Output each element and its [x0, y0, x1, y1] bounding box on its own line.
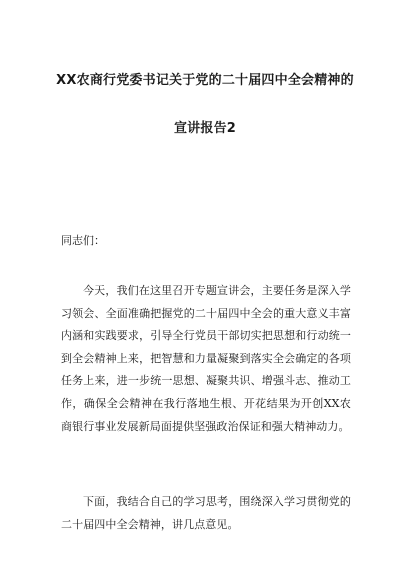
document-title-line-2: 宣讲报告2 [173, 121, 237, 136]
salutation: 同志们： [61, 234, 105, 247]
body-paragraph-2: 下面，我结合自己的学习思考，围绕深入学习贯彻党的二十届四中全会精神，讲几点意见。 [61, 495, 351, 531]
document-title-line-1: XX农商行党委书记关于党的二十届四中全会精神的 [56, 73, 354, 88]
body-paragraph-1: 今天，我们在这里召开专题宣讲会，主要任务是深入学习领会、全面准确把握党的二十届四中全会的重大意义丰富内涵和实践要求，引导全行党员干部切实把思想和行动统一到全会精神上来，把智慧和力量凝聚到落实全会确定的各项任务上来，进一步统一思想、凝聚共识、增强斗志、推动工作，确保全会精神在我行落地生根、开花结果为开创XX农商银行事业发展新局面提供坚强政治保证和强大精神动力。 [61, 284, 351, 433]
